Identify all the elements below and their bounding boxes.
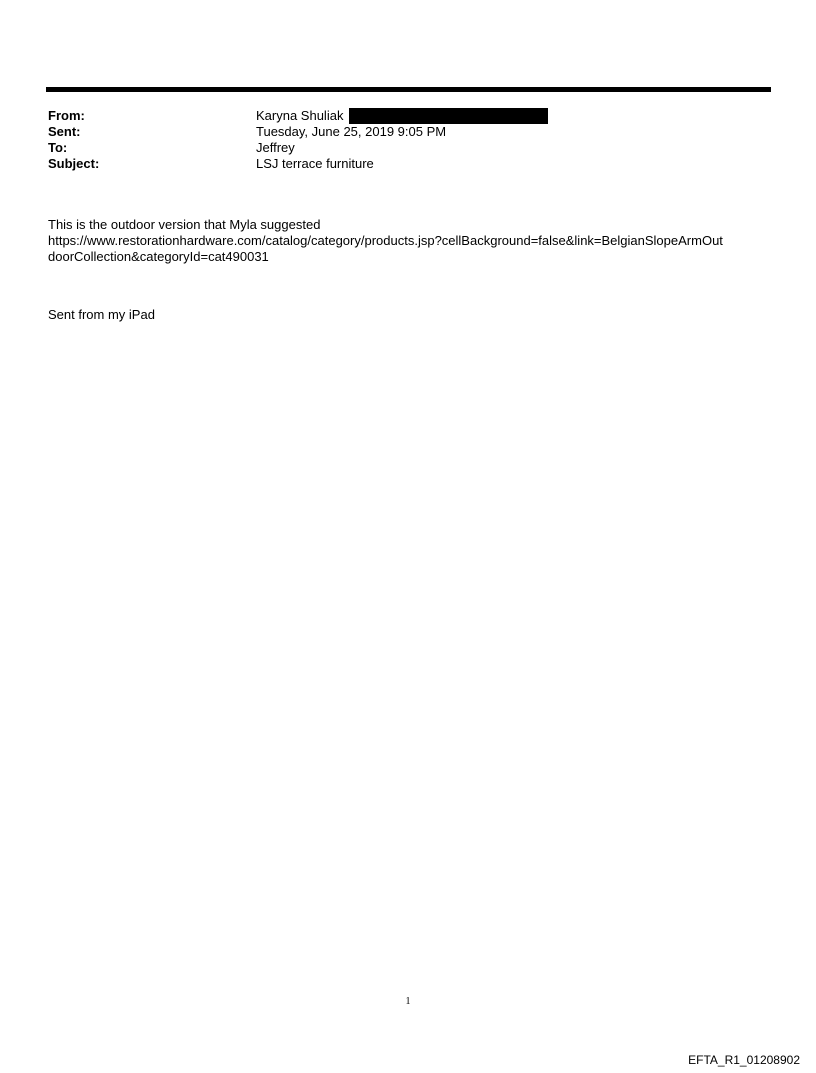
header-divider-rule: [46, 87, 771, 92]
from-value-wrapper: [256, 108, 548, 124]
product-link-part-2[interactable]: doorCollection&categoryId=cat490031: [48, 249, 269, 264]
to-label: To:: [48, 140, 68, 155]
subject-row: [48, 156, 768, 171]
page-number: 1: [405, 996, 411, 1007]
product-link-part-1[interactable]: https://www.restorationhardware.com/catalog/category/products.jsp?cellBackground=false&link=BelgianSlopeArmOut: [48, 233, 723, 248]
body-intro: This is the outdoor version that Myla suggested: [48, 217, 321, 232]
document-id: EFTA_R1_01208902: [688, 1053, 800, 1067]
from-label: From:: [48, 108, 85, 123]
to-value: Jeffrey: [256, 140, 295, 155]
from-row: [48, 108, 768, 123]
subject-value: LSJ terrace furniture: [256, 156, 374, 171]
sent-value: Tuesday, June 25, 2019 9:05 PM: [256, 124, 447, 139]
sent-row: [48, 124, 768, 139]
body-link-line-1: [48, 233, 774, 249]
email-body: [48, 217, 774, 265]
redaction-box: [349, 108, 548, 124]
body-link-line-2: [48, 249, 774, 265]
to-row: [48, 140, 768, 155]
email-signature: Sent from my iPad: [48, 307, 155, 322]
sent-label: Sent:: [48, 124, 81, 139]
subject-label: Subject:: [48, 156, 100, 171]
email-header: [48, 108, 768, 172]
from-value: Karyna Shuliak: [256, 108, 344, 123]
